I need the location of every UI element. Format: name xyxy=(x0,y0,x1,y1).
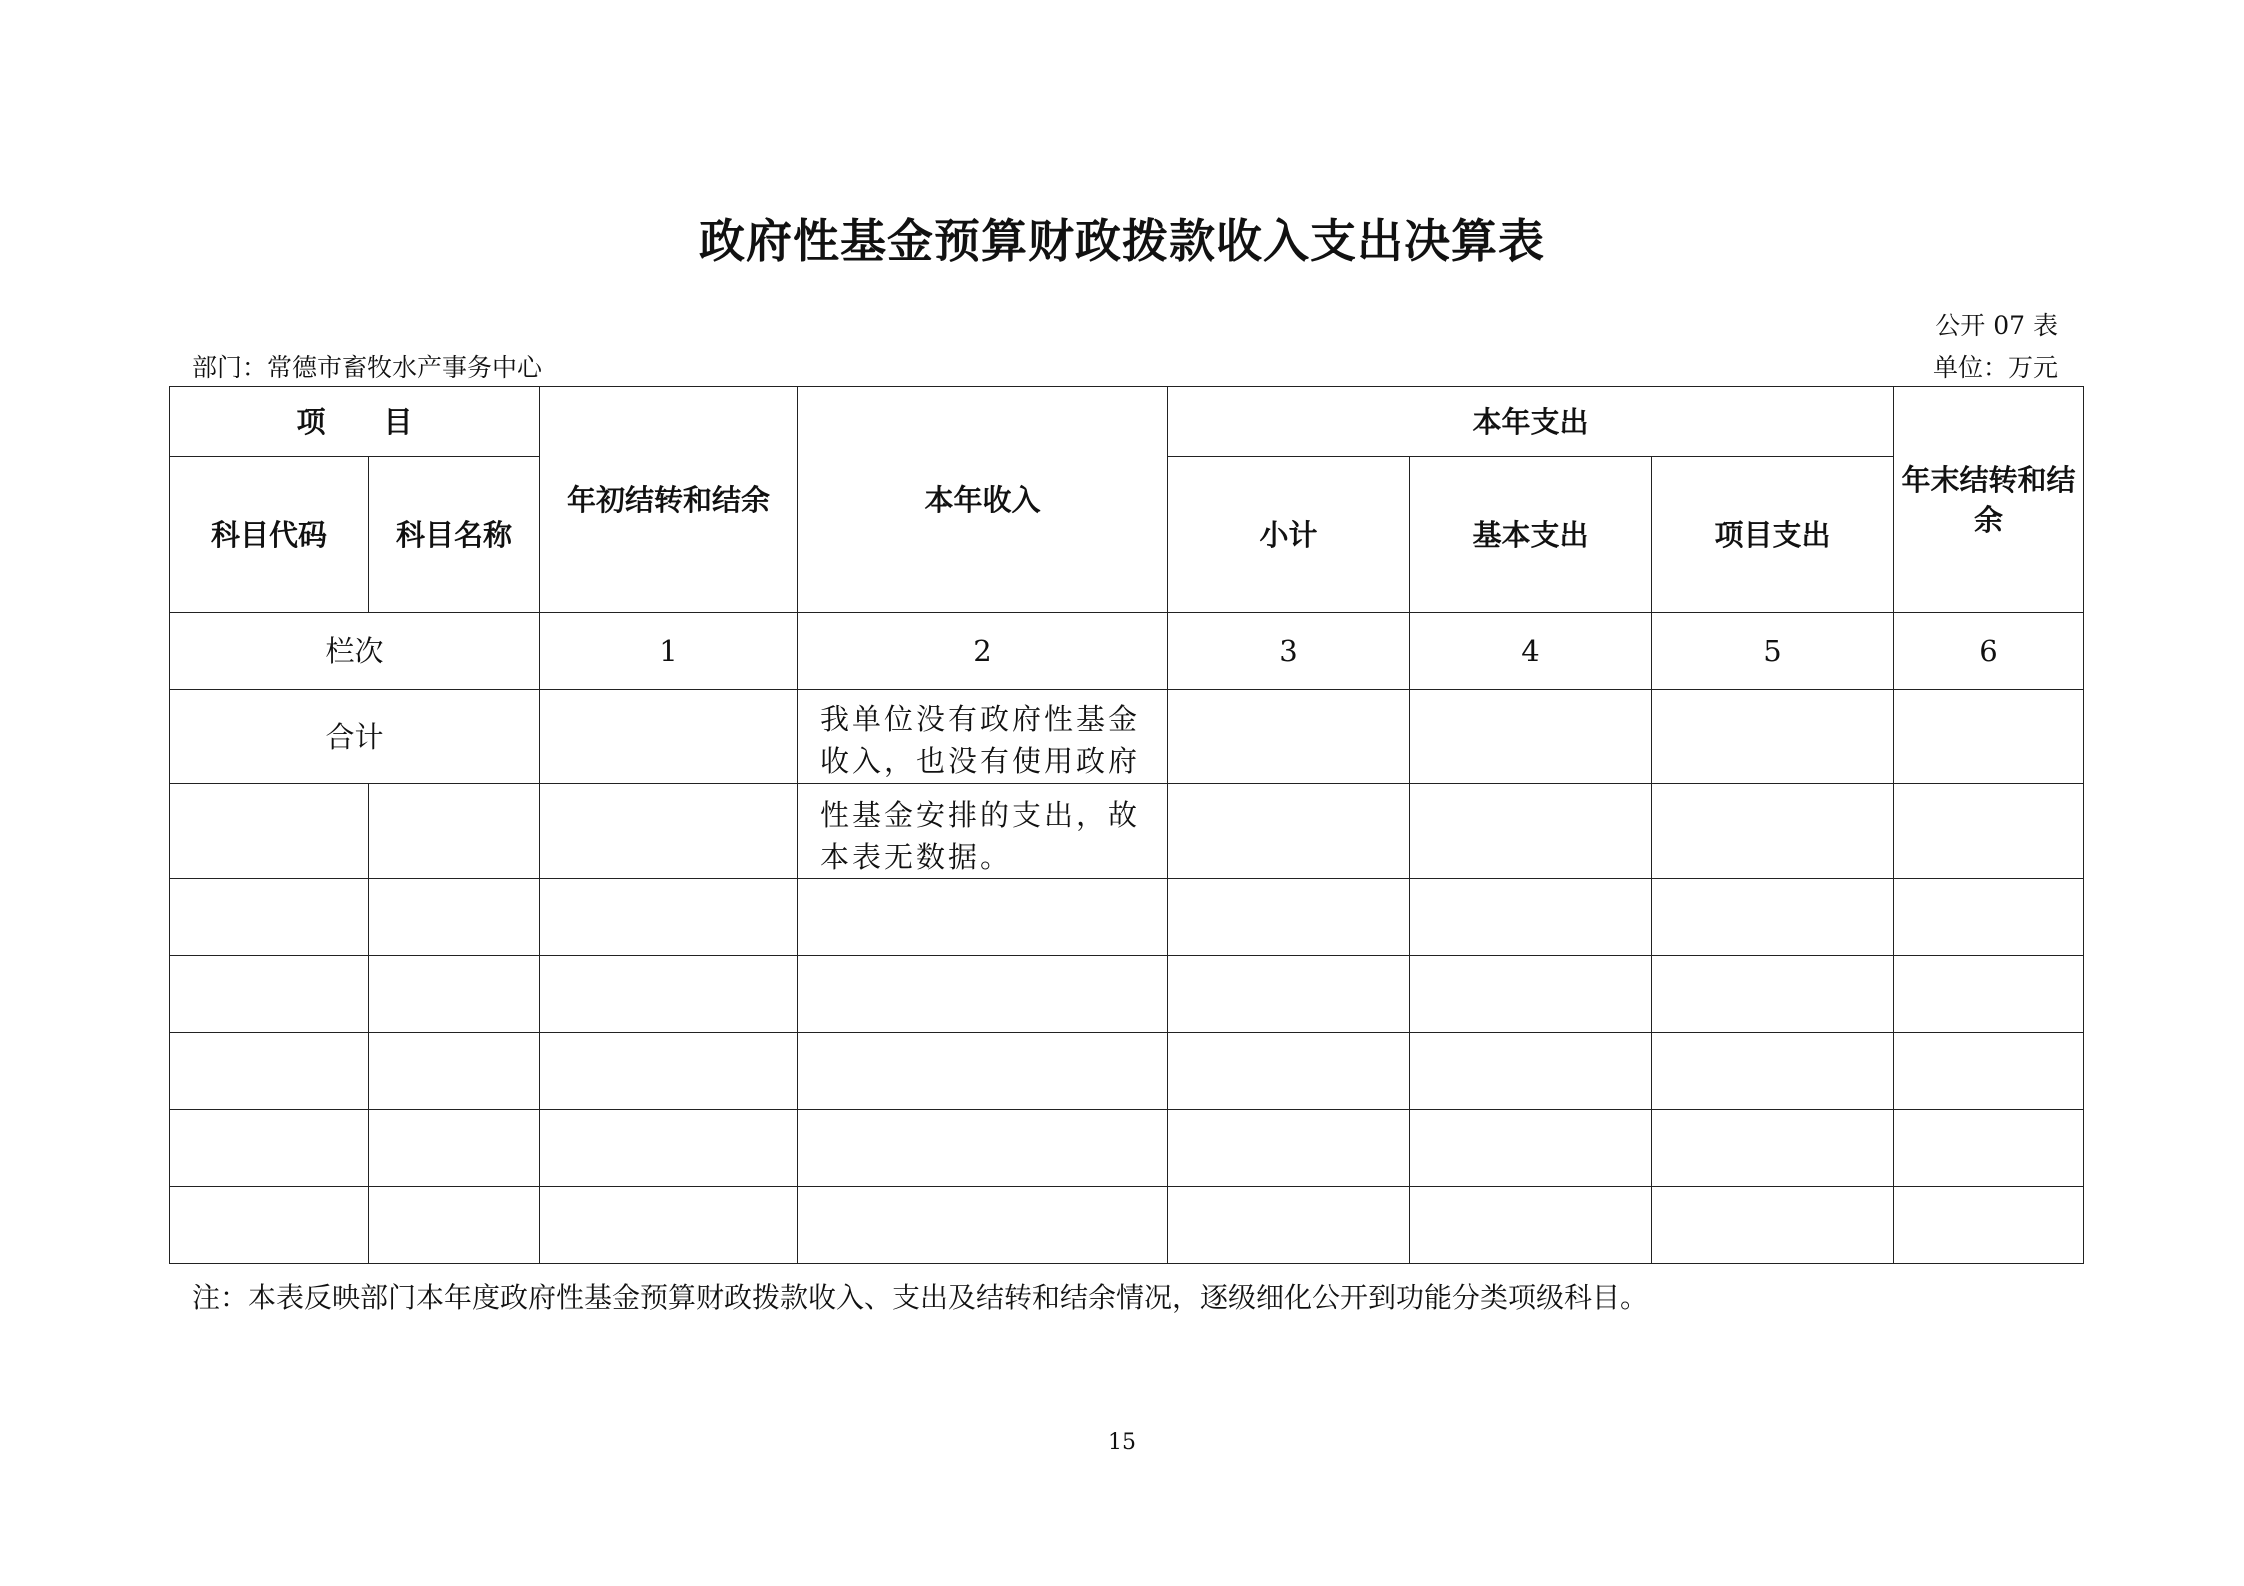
table-row xyxy=(170,1187,2084,1264)
total-label: 合计 xyxy=(170,690,540,784)
header-item: 项 目 xyxy=(170,387,540,457)
table-cell xyxy=(1652,956,1894,1033)
no-data-note-line: 性基金安排的支出，故本表无数据。 xyxy=(820,798,1141,874)
header-current-income: 本年收入 xyxy=(798,387,1168,613)
table-cell xyxy=(1652,879,1894,956)
column-number: 1 xyxy=(540,613,798,690)
header-current-expenditure: 本年支出 xyxy=(1168,387,1894,457)
department-label: 部门：常德市畜牧水产事务中心 xyxy=(192,353,543,382)
table-cell xyxy=(540,1033,798,1110)
table-row xyxy=(170,1110,2084,1187)
table-cell xyxy=(798,1110,1168,1187)
table-cell xyxy=(369,879,540,956)
table-cell xyxy=(1410,1110,1652,1187)
table-cell xyxy=(1168,1110,1410,1187)
table-cell xyxy=(369,956,540,1033)
table-cell xyxy=(1894,879,2084,956)
table-cell xyxy=(170,1033,369,1110)
table-cell xyxy=(1410,784,1652,879)
column-number: 5 xyxy=(1652,613,1894,690)
table-cell xyxy=(1168,784,1410,879)
table-cell xyxy=(369,1033,540,1110)
table-cell xyxy=(369,784,540,879)
header-basic-expenditure: 基本支出 xyxy=(1410,457,1652,613)
table-cell xyxy=(1410,879,1652,956)
table-cell xyxy=(170,956,369,1033)
header-project-expenditure: 项目支出 xyxy=(1652,457,1894,613)
table-cell xyxy=(1894,690,2084,784)
table-cell xyxy=(1652,1187,1894,1264)
table-cell xyxy=(1652,784,1894,879)
header-subject-name: 科目名称 xyxy=(369,457,540,613)
unit-label: 单位：万元 xyxy=(1932,353,2058,382)
table-number: 公开 07 表 xyxy=(1935,311,2058,340)
table-cell xyxy=(1652,1110,1894,1187)
column-number: 2 xyxy=(798,613,1168,690)
table-cell xyxy=(1894,956,2084,1033)
table-row xyxy=(170,956,2084,1033)
table-cell xyxy=(798,879,1168,956)
table-cell xyxy=(798,1187,1168,1264)
column-number: 3 xyxy=(1168,613,1410,690)
table-cell xyxy=(1168,1187,1410,1264)
table-cell xyxy=(1410,690,1652,784)
table-row xyxy=(170,879,2084,956)
table-cell xyxy=(1894,1033,2084,1110)
table-cell xyxy=(170,784,369,879)
table-cell xyxy=(1168,690,1410,784)
header-row-1 xyxy=(170,387,2084,457)
no-data-note-cell xyxy=(798,784,1168,879)
column-number-row xyxy=(170,613,2084,690)
table-cell xyxy=(170,1187,369,1264)
table-cell xyxy=(1652,1033,1894,1110)
table-cell xyxy=(170,1110,369,1187)
table-row xyxy=(170,784,2084,879)
page-number: 15 xyxy=(1108,1430,1136,1455)
table-cell xyxy=(170,879,369,956)
table-cell xyxy=(798,956,1168,1033)
table-cell xyxy=(1410,956,1652,1033)
table-cell xyxy=(540,1110,798,1187)
table-cell xyxy=(540,1187,798,1264)
table-cell xyxy=(1894,784,2084,879)
column-number: 4 xyxy=(1410,613,1652,690)
table-cell xyxy=(1168,956,1410,1033)
table-cell xyxy=(540,690,798,784)
table-cell xyxy=(369,1110,540,1187)
table-cell xyxy=(1168,879,1410,956)
header-subject-code: 科目代码 xyxy=(170,457,369,613)
table-cell xyxy=(540,956,798,1033)
table-cell xyxy=(1410,1187,1652,1264)
no-data-note-line: 我单位没有政府性基金收入，也没有使用政府 xyxy=(820,701,1141,778)
table-cell xyxy=(1894,1187,2084,1264)
table-cell xyxy=(369,1187,540,1264)
table-cell xyxy=(540,784,798,879)
header-closing-balance: 年末结转和结余 xyxy=(1894,387,2084,613)
budget-table xyxy=(169,386,2084,1264)
header-opening-balance: 年初结转和结余 xyxy=(540,387,798,613)
column-number: 6 xyxy=(1894,613,2084,690)
column-label: 栏次 xyxy=(170,613,540,690)
document-title: 政府性基金预算财政拨款收入支出决算表 xyxy=(699,214,1545,268)
table-cell xyxy=(1894,1110,2084,1187)
table-row xyxy=(170,1033,2084,1110)
table-cell xyxy=(1410,1033,1652,1110)
footnote: 注：本表反映部门本年度政府性基金预算财政拨款收入、支出及结转和结余情况，逐级细化公开到功能分类项级科目。 xyxy=(192,1281,1649,1314)
table-cell xyxy=(540,879,798,956)
header-subtotal: 小计 xyxy=(1168,457,1410,613)
table-cell xyxy=(1652,690,1894,784)
table-cell xyxy=(1168,1033,1410,1110)
total-row xyxy=(170,690,2084,784)
table-cell xyxy=(798,1033,1168,1110)
no-data-note-cell xyxy=(798,690,1168,784)
